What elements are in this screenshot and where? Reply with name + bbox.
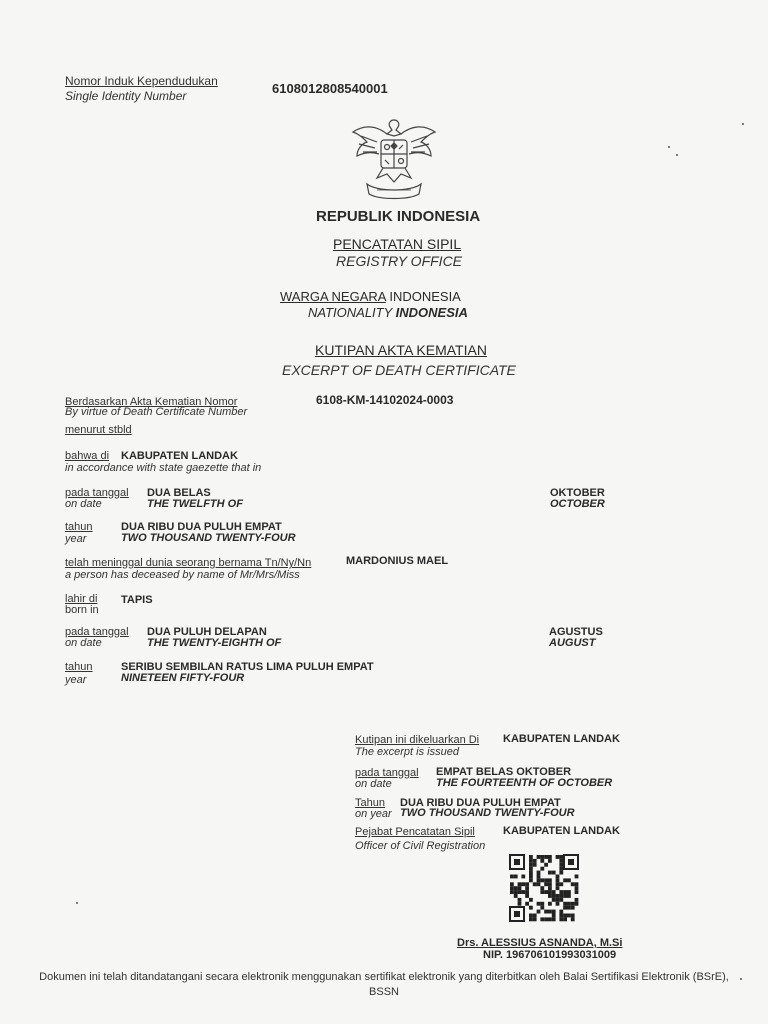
qr-module (563, 894, 567, 898)
qr-module (518, 890, 522, 894)
qr-module (533, 917, 537, 921)
qr-module (533, 859, 537, 863)
qr-module (540, 917, 544, 921)
qr-module (575, 875, 579, 879)
qr-module (548, 902, 552, 906)
qr-module (537, 875, 541, 879)
birth-month-en: AUGUST (549, 637, 596, 649)
qr-module (552, 871, 556, 875)
qr-module (510, 890, 514, 894)
garuda-emblem-icon (347, 112, 441, 204)
qr-module (559, 871, 563, 875)
qr-module (529, 914, 533, 918)
birth-month: AGUSTUS (549, 626, 603, 638)
qr-module (571, 906, 575, 910)
office-title: PENCATATAN SIPIL (333, 236, 462, 252)
qr-module (537, 871, 541, 875)
qr-module (537, 878, 541, 882)
issue-year-label: Tahun (355, 797, 385, 809)
issue-date: EMPAT BELAS OKTOBER (436, 766, 572, 778)
nationality-label-en: NATIONALITY (308, 305, 393, 320)
death-month-en: OCTOBER (550, 498, 605, 510)
issued-label: Kutipan ini dikeluarkan Di (355, 734, 480, 746)
qr-module (559, 855, 563, 859)
place-label-en: in accordance with state gaezette that in (65, 462, 262, 474)
qr-module (548, 871, 552, 875)
qr-module (552, 894, 556, 898)
qr-module (548, 910, 552, 914)
qr-module (518, 882, 522, 886)
qr-module (537, 855, 541, 859)
qr-module (544, 863, 548, 867)
qr-module (552, 914, 556, 918)
qr-module (552, 898, 556, 902)
officer-place: KABUPATEN LANDAK (503, 825, 620, 837)
qr-module (559, 898, 563, 902)
qr-module (540, 859, 544, 863)
death-date-label-en: on date (65, 498, 102, 510)
nationality-line-en (308, 305, 468, 320)
qr-module (563, 906, 567, 910)
qr-module (571, 914, 575, 918)
nationality-value: INDONESIA (389, 289, 461, 304)
paper-speck (742, 123, 744, 125)
nik-label: Nomor Induk Kependudukan (65, 74, 218, 88)
qr-module (533, 863, 537, 867)
qr-module (510, 882, 514, 886)
birth-year: SERIBU SEMBILAN RATUS LIMA PULUH EMPAT (121, 661, 374, 673)
qr-module (529, 878, 533, 882)
qr-module (540, 886, 544, 890)
qr-module (529, 906, 533, 910)
qr-module (537, 902, 541, 906)
death-year-en: TWO THOUSAND TWENTY-FOUR (121, 532, 296, 544)
qr-module (556, 902, 560, 906)
qr-module (544, 882, 548, 886)
issue-date-label-en: on date (355, 778, 392, 790)
qr-module (575, 902, 579, 906)
issue-year-en: TWO THOUSAND TWENTY-FOUR (400, 807, 575, 819)
qr-module (529, 867, 533, 871)
death-day: DUA BELAS (147, 487, 211, 499)
birth-year-en: NINETEEN FIFTY-FOUR (121, 672, 245, 684)
qr-module (575, 890, 579, 894)
issue-year: DUA RIBU DUA PULUH EMPAT (400, 797, 561, 809)
qr-module (540, 906, 544, 910)
certificate-number: 6108-KM-14102024-0003 (316, 393, 454, 407)
paper-speck (76, 902, 78, 904)
qr-module (552, 910, 556, 914)
officer-label-en: Officer of Civil Registration (355, 840, 486, 852)
qr-module (556, 878, 560, 882)
birth-date-label: pada tanggal (65, 626, 129, 638)
qr-module (544, 890, 548, 894)
qr-module (571, 902, 575, 906)
qr-module (525, 902, 529, 906)
birthplace-value: TAPIS (121, 594, 153, 606)
qr-module (521, 890, 525, 894)
qr-module (556, 882, 560, 886)
qr-module (544, 910, 548, 914)
certificate-number-label-en: By virtue of Death Certificate Number (65, 406, 248, 418)
qr-module (563, 917, 567, 921)
nationality-value-en: INDONESIA (395, 305, 468, 320)
qr-module (567, 906, 571, 910)
issued-place: KABUPATEN LANDAK (503, 733, 620, 745)
officer-label: Pejabat Pencatatan Sipil (355, 826, 475, 838)
stbld-label: menurut stbld (65, 424, 132, 436)
signer-nip: NIP. 196706101993031009 (483, 949, 617, 961)
qr-module (571, 917, 575, 921)
qr-module (559, 867, 563, 871)
qr-module (571, 882, 575, 886)
qr-module (514, 890, 518, 894)
issue-date-label: pada tanggal (355, 767, 419, 779)
place-value: KABUPATEN LANDAK (121, 450, 238, 462)
qr-module (514, 894, 518, 898)
office-title-en: REGISTRY OFFICE (336, 253, 463, 269)
paper-speck (668, 146, 670, 148)
qr-module (548, 855, 552, 859)
qr-module (510, 886, 514, 890)
deceased-name: MARDONIUS MAEL (346, 555, 449, 567)
document-title: KUTIPAN AKTA KEMATIAN (315, 342, 487, 358)
qr-module (559, 917, 563, 921)
birthplace-label-en: born in (65, 604, 99, 616)
nationality-line (280, 289, 461, 304)
signer-name: Drs. ALESSIUS ASNANDA, M.Si (457, 937, 623, 949)
qr-module (514, 886, 518, 890)
death-year-label-en: year (65, 533, 87, 545)
qr-module (548, 890, 552, 894)
electronic-signature-note: Dokumen ini telah ditandatangani secara elektronik menggunakan sertifikat elektronik yang diterbitkan oleh Balai Sertifikasi Elektronik (BSrE), BSSN (39, 971, 729, 998)
birth-date-label-en: on date (65, 637, 102, 649)
qr-module (529, 855, 533, 859)
qr-module (544, 917, 548, 921)
qr-module (525, 886, 529, 890)
qr-module (556, 855, 560, 859)
birth-year-label: tahun (65, 661, 93, 673)
qr-module (529, 917, 533, 921)
document-title-en: EXCERPT OF DEATH CERTIFICATE (282, 362, 516, 378)
qr-module (559, 914, 563, 918)
qr-module (563, 914, 567, 918)
qr-module (559, 859, 563, 863)
qr-module (548, 917, 552, 921)
qr-module (521, 875, 525, 879)
qr-module (510, 875, 514, 879)
qr-module (567, 878, 571, 882)
deceased-name-label-en: a person has deceased by name of Mr/Mrs/Miss (65, 569, 300, 581)
qr-module (556, 886, 560, 890)
qr-code-icon (508, 853, 580, 923)
qr-module (559, 890, 563, 894)
qr-module (559, 863, 563, 867)
qr-module (525, 890, 529, 894)
qr-module (548, 878, 552, 882)
qr-module (563, 878, 567, 882)
qr-module (548, 894, 552, 898)
qr-module (559, 882, 563, 886)
issue-year-label-en: on year (355, 808, 392, 820)
qr-module (525, 894, 529, 898)
qr-module (548, 886, 552, 890)
qr-module (563, 890, 567, 894)
nationality-label: WARGA NEGARA (280, 289, 386, 304)
qr-module (575, 898, 579, 902)
qr-module (529, 863, 533, 867)
qr-module (563, 902, 567, 906)
qr-module (567, 890, 571, 894)
qr-module (529, 898, 533, 902)
death-year: DUA RIBU DUA PULUH EMPAT (121, 521, 282, 533)
qr-module (544, 878, 548, 882)
qr-module (529, 871, 533, 875)
qr-module (548, 859, 552, 863)
death-date-label: pada tanggal (65, 487, 129, 499)
qr-module (540, 878, 544, 882)
qr-module (552, 917, 556, 921)
death-month: OKTOBER (550, 487, 605, 499)
qr-module (518, 902, 522, 906)
qr-module (540, 902, 544, 906)
issued-label-en: The excerpt is issued (355, 746, 459, 758)
qr-module (559, 910, 563, 914)
qr-module (540, 890, 544, 894)
qr-module (540, 867, 544, 871)
qr-module (514, 875, 518, 879)
qr-module (556, 875, 560, 879)
qr-module (575, 886, 579, 890)
qr-module (567, 914, 571, 918)
paper-speck (676, 154, 678, 156)
nik-value: 6108012808540001 (272, 81, 388, 96)
qr-module (518, 886, 522, 890)
deceased-name-label: telah meninggal dunia seorang bernama Tn/Ny/Nn (65, 557, 312, 569)
birth-day: DUA PULUH DELAPAN (147, 626, 267, 638)
qr-module (537, 910, 541, 914)
qr-module (521, 882, 525, 886)
qr-module (552, 890, 556, 894)
qr-module (556, 894, 560, 898)
place-label: bahwa di (65, 450, 110, 462)
qr-module (533, 914, 537, 918)
qr-module (537, 882, 541, 886)
birth-year-label-en: year (65, 674, 87, 686)
qr-module (567, 902, 571, 906)
death-year-label: tahun (65, 521, 93, 533)
death-day-en: THE TWELFTH OF (147, 498, 243, 510)
qr-module (529, 875, 533, 879)
qr-module (567, 894, 571, 898)
birth-day-en: THE TWENTY-EIGHTH OF (147, 637, 282, 649)
qr-module (525, 882, 529, 886)
qr-module (556, 898, 560, 902)
qr-module (529, 859, 533, 863)
qr-module (544, 855, 548, 859)
certificate-number-label: Berdasarkan Akta Kematian Nomor (65, 396, 238, 408)
birthplace-label: lahir di (65, 593, 98, 605)
paper-speck (740, 978, 742, 980)
qr-module (548, 882, 552, 886)
qr-module (518, 898, 522, 902)
qr-module (575, 882, 579, 886)
qr-module (533, 882, 537, 886)
qr-module (540, 855, 544, 859)
nik-label-en: Single Identity Number (65, 89, 187, 103)
qr-module (559, 894, 563, 898)
country-title: REPUBLIK INDONESIA (316, 208, 481, 225)
issue-date-en: THE FOURTEENTH OF OCTOBER (436, 777, 613, 789)
